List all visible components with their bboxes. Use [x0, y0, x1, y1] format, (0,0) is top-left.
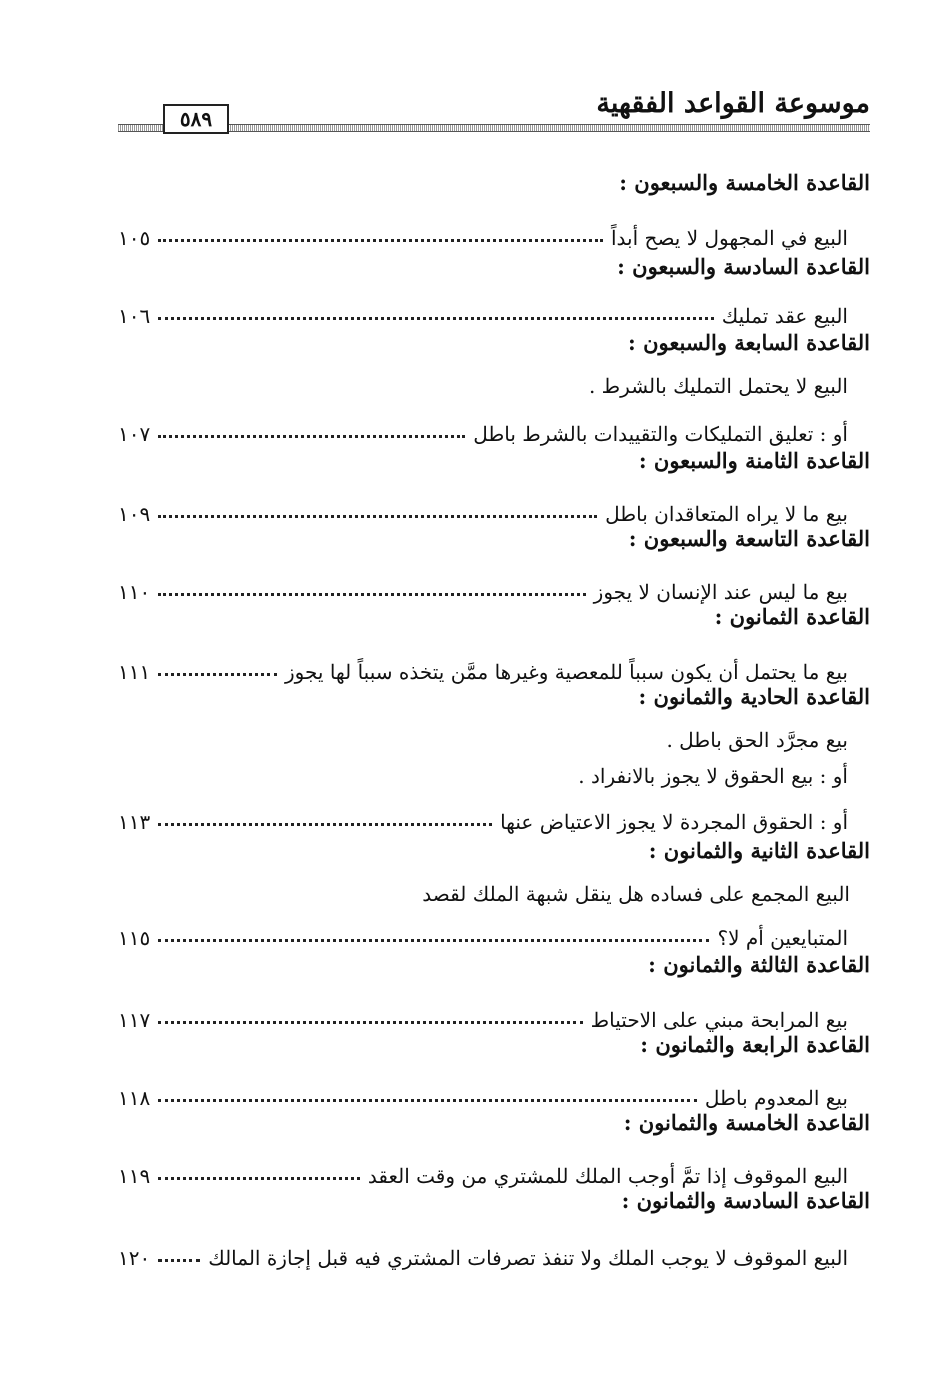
- rule-heading: القاعدة التاسعة والسبعون :: [628, 526, 870, 551]
- toc-entry: [118, 488, 848, 526]
- entry-page: ١٠٩: [118, 502, 151, 526]
- entry-page: ١١١: [118, 660, 151, 684]
- leader-dots: [158, 1258, 200, 1262]
- leader-dots: [158, 316, 713, 320]
- leader-dots: [158, 238, 603, 242]
- page-number: ٥٨٩: [163, 104, 229, 134]
- leader-dots: [158, 514, 597, 518]
- toc-entry: [118, 646, 848, 684]
- toc-entry: [118, 1232, 848, 1270]
- book-title: موسوعة القواعد الفقهية: [596, 88, 870, 119]
- rule-heading: القاعدة الخامسة والثمانون :: [623, 1110, 870, 1135]
- rule-heading: القاعدة السابعة والسبعون :: [628, 330, 870, 355]
- toc-entry: [118, 290, 848, 328]
- entry-page: ١١٩: [118, 1164, 151, 1188]
- entry-text: أو : بيع الحقوق لا يجوز بالانفراد .: [578, 764, 848, 788]
- entry-text: بيع ما لا يراه المتعاقدان باطل: [605, 502, 848, 526]
- entry-page: ١١٧: [118, 1008, 151, 1032]
- rule-heading: القاعدة الرابعة والثمانون :: [640, 1032, 870, 1057]
- leader-dots: [158, 1176, 360, 1180]
- rule-heading: القاعدة الثانية والثمانون :: [648, 838, 870, 863]
- entry-text: أو : الحقوق المجردة لا يجوز الاعتياض عنها: [500, 810, 848, 834]
- entry-text: المتبايعين أم لا؟: [717, 926, 848, 950]
- entry-text: بيع المعدوم باطل: [704, 1086, 848, 1110]
- toc-entry: [118, 796, 848, 834]
- entry-page: ١٠٥: [118, 226, 151, 250]
- leader-dots: [158, 1020, 582, 1024]
- rule-heading: القاعدة الثمانون :: [714, 604, 870, 629]
- entry-text: البيع في المجهول لا يصح أبداً: [611, 226, 848, 250]
- entry-text: بيع ما يحتمل أن يكون سبباً للمعصية وغيرها ممَّن يتخذه سبباً لها يجوز: [285, 660, 848, 684]
- toc-entry: [118, 212, 848, 250]
- entry-page: ١١٣: [118, 810, 151, 834]
- toc-entry: [118, 1150, 848, 1188]
- leader-dots: [158, 434, 465, 438]
- rule-heading: القاعدة الحادية والثمانون :: [638, 684, 870, 709]
- leader-dots: [158, 1098, 697, 1102]
- leader-dots: [158, 822, 492, 826]
- entry-page: ١٠٦: [118, 304, 151, 328]
- rule-heading: القاعدة الثامنة والسبعون :: [638, 448, 870, 473]
- entry-text: البيع عقد تمليك: [721, 304, 848, 328]
- entry-text: البيع الموقوف لا يوجب الملك ولا تنفذ تصرفات المشتري فيه قبل إجازة المالك: [208, 1246, 848, 1270]
- entry-text: بيع مجرَّد الحق باطل .: [666, 728, 848, 752]
- rule-heading: القاعدة الثالثة والثمانون :: [648, 952, 870, 977]
- entry-text: بيع المرابحة مبني على الاحتياط: [590, 1008, 848, 1032]
- entry-page: ١١٨: [118, 1086, 151, 1110]
- entry-text: أو : تعليق التمليكات والتقييدات بالشرط باطل: [473, 422, 848, 446]
- entry-text: بيع ما ليس عند الإنسان لا يجوز: [593, 580, 848, 604]
- toc-entry: [118, 1072, 848, 1110]
- entry-text: البيع المجمع على فساده هل ينقل شبهة الملك لقصد: [422, 882, 850, 906]
- toc-entry: [118, 912, 848, 950]
- entry-text: البيع الموقوف إذا تمَّ أوجب الملك للمشتري من وقت العقد: [367, 1164, 848, 1188]
- leader-dots: [158, 592, 585, 596]
- toc-entry: [118, 566, 848, 604]
- entry-page: ١١٥: [118, 926, 151, 950]
- entry-page: ١٠٧: [118, 422, 151, 446]
- leader-dots: [158, 938, 709, 942]
- entry-text: البيع لا يحتمل التمليك بالشرط .: [588, 374, 848, 398]
- toc-entry: [118, 408, 848, 446]
- entry-page: ١١٠: [118, 580, 151, 604]
- rule-heading: القاعدة الخامسة والسبعون :: [619, 170, 870, 195]
- entry-page: ١٢٠: [118, 1246, 151, 1270]
- leader-dots: [158, 672, 277, 676]
- toc-entry: [118, 994, 848, 1032]
- rule-heading: القاعدة السادسة والسبعون :: [617, 254, 870, 279]
- rule-heading: القاعدة السادسة والثمانون :: [621, 1188, 870, 1213]
